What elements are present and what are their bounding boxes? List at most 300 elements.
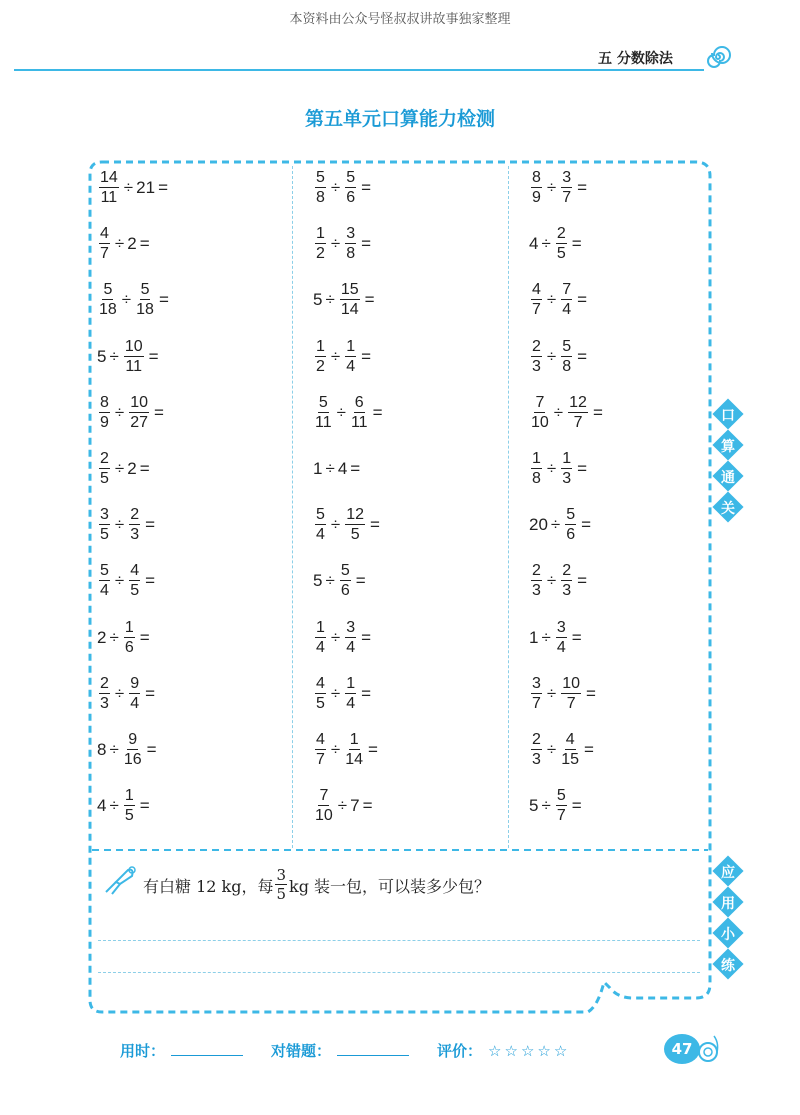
numerator: 3 xyxy=(346,618,356,636)
divide-sign: ÷ xyxy=(109,740,119,759)
rating-stars[interactable]: ☆☆☆☆☆ xyxy=(488,1042,571,1060)
division-problem xyxy=(313,447,363,491)
division-problem xyxy=(97,672,158,716)
numerator: 2 xyxy=(100,450,109,467)
equals-sign: = xyxy=(139,796,150,816)
denominator: 5 xyxy=(124,807,134,825)
numerator: 2 xyxy=(100,674,109,692)
fraction xyxy=(568,395,588,431)
denominator: 15 xyxy=(561,751,580,768)
equals-sign: = xyxy=(350,459,361,478)
equals-sign: = xyxy=(577,571,588,591)
side-tag-char: 通 xyxy=(721,470,735,486)
denominator: 7 xyxy=(562,189,572,206)
divide-sign: ÷ xyxy=(114,515,125,535)
column-separator xyxy=(508,166,509,848)
fraction xyxy=(124,339,144,375)
denominator: 7 xyxy=(532,694,541,712)
fraction xyxy=(561,732,579,768)
word-problem-fraction: $\frac{3}{5}$ xyxy=(276,866,287,903)
numerator: 1 xyxy=(346,337,356,355)
denominator: 7 xyxy=(556,807,566,825)
division-problem xyxy=(313,784,376,828)
fraction xyxy=(561,282,572,318)
denominator: 10 xyxy=(315,807,333,825)
fraction xyxy=(129,507,140,543)
fraction xyxy=(129,395,149,431)
denominator: 8 xyxy=(532,470,541,487)
denominator: 11 xyxy=(125,357,143,375)
numerator: 2 xyxy=(556,225,566,243)
fraction xyxy=(531,732,542,768)
equals-sign: = xyxy=(361,234,372,254)
equals-sign: = xyxy=(145,683,156,703)
numerator: 7 xyxy=(535,393,545,411)
numerator: 1 xyxy=(316,618,325,636)
numerator: 10 xyxy=(562,674,581,692)
division-problem xyxy=(313,559,369,603)
fraction xyxy=(315,788,333,824)
divide-sign: ÷ xyxy=(546,571,557,591)
divide-sign: ÷ xyxy=(330,740,341,759)
equals-sign: = xyxy=(361,346,372,366)
denominator: 4 xyxy=(130,694,140,712)
denominator: 2 xyxy=(316,245,325,263)
divide-sign: ÷ xyxy=(546,178,557,197)
division-problem xyxy=(313,672,374,716)
numerator: 7 xyxy=(562,281,572,299)
denominator: 3 xyxy=(532,751,541,768)
equals-sign: = xyxy=(145,571,156,591)
divide-sign: ÷ xyxy=(114,459,125,478)
equals-sign: = xyxy=(158,178,168,197)
numerator: 2 xyxy=(532,731,541,748)
division-problem xyxy=(313,222,374,266)
denominator: 4 xyxy=(100,582,109,600)
division-problem xyxy=(97,728,160,772)
whole-number: 7 xyxy=(350,796,360,816)
equals-sign: = xyxy=(577,346,588,366)
divide-sign: ÷ xyxy=(325,459,335,478)
trumpet-icon xyxy=(102,864,138,898)
numerator: 4 xyxy=(316,731,325,748)
equals-sign: = xyxy=(145,515,156,535)
time-blank[interactable] xyxy=(171,1055,243,1056)
whole-number: 5 xyxy=(529,796,539,816)
denominator: 18 xyxy=(136,301,154,319)
snail-icon xyxy=(696,1030,722,1064)
numerator: 7 xyxy=(319,787,329,805)
denominator: 18 xyxy=(99,301,117,319)
divide-sign: ÷ xyxy=(546,740,557,759)
fraction xyxy=(561,451,572,487)
denominator: 6 xyxy=(566,526,576,544)
equals-sign: = xyxy=(592,402,603,422)
numerator: 8 xyxy=(100,393,109,411)
divide-sign: ÷ xyxy=(123,178,134,197)
fraction xyxy=(315,170,326,206)
fraction xyxy=(561,563,572,599)
fraction xyxy=(99,563,110,599)
divide-sign: ÷ xyxy=(553,402,564,422)
side-tag-char: 算 xyxy=(721,439,735,455)
fraction xyxy=(315,395,332,431)
whole-number: 2 xyxy=(97,627,107,647)
division-problem xyxy=(97,503,158,547)
fraction xyxy=(531,563,542,599)
denominator: 5 xyxy=(100,470,109,487)
numerator: 9 xyxy=(130,674,140,692)
division-problem xyxy=(529,278,590,322)
divide-sign: ÷ xyxy=(541,627,551,647)
fraction xyxy=(315,620,326,656)
page-title: 第五单元口算能力检测 xyxy=(304,108,495,130)
whole-number: 2 xyxy=(127,234,137,254)
numerator: 9 xyxy=(128,731,138,748)
equals-sign: = xyxy=(584,740,594,759)
division-problem xyxy=(97,222,153,266)
numerator: 4 xyxy=(130,562,140,580)
denominator: 4 xyxy=(346,694,356,712)
denominator: 8 xyxy=(316,189,325,206)
fraction xyxy=(351,395,368,431)
numerator: 1 xyxy=(316,225,325,243)
header-divider xyxy=(14,69,704,71)
divide-sign: ÷ xyxy=(109,346,119,366)
divide-sign: ÷ xyxy=(330,178,341,197)
equals-sign: = xyxy=(577,459,588,478)
fraction xyxy=(556,226,567,262)
whole-number: 1 xyxy=(313,459,323,478)
denominator: 5 xyxy=(350,526,360,544)
numerator: 1 xyxy=(346,674,356,692)
denominator: 11 xyxy=(350,413,368,431)
fraction xyxy=(129,563,140,599)
division-problem xyxy=(313,391,386,435)
numerator: 5 xyxy=(556,787,566,805)
fraction xyxy=(556,788,567,824)
fraction xyxy=(345,226,356,262)
fraction xyxy=(315,676,326,712)
numerator: 12 xyxy=(346,506,365,524)
numerator: 3 xyxy=(532,674,541,692)
fraction xyxy=(99,282,117,318)
whole-number: 20 xyxy=(529,515,548,535)
divide-sign: ÷ xyxy=(109,627,119,647)
fraction xyxy=(340,282,360,318)
divide-sign: ÷ xyxy=(546,290,557,310)
division-problem xyxy=(313,728,381,772)
numerator: 1 xyxy=(316,337,325,355)
divide-sign: ÷ xyxy=(121,290,132,310)
fraction xyxy=(345,676,356,712)
numerator: 5 xyxy=(103,281,113,299)
divide-sign: ÷ xyxy=(541,796,551,816)
numerator: 5 xyxy=(316,506,325,524)
numerator: 5 xyxy=(340,562,350,580)
denominator: 14 xyxy=(345,751,364,768)
denominator: 6 xyxy=(346,189,356,206)
division-problem xyxy=(529,447,590,491)
division-problem xyxy=(97,559,158,603)
division-problem xyxy=(529,166,590,210)
numerator: 4 xyxy=(316,674,325,692)
divide-sign: ÷ xyxy=(114,402,125,422)
side-tag-char: 口 xyxy=(721,408,735,424)
divide-sign: ÷ xyxy=(109,796,119,816)
division-problem xyxy=(97,616,153,660)
equals-sign: = xyxy=(581,515,592,535)
fraction xyxy=(315,507,326,543)
errors-label: 对错题： xyxy=(271,1042,332,1060)
equals-sign: = xyxy=(364,290,375,310)
divide-sign: ÷ xyxy=(330,515,341,535)
denominator: 11 xyxy=(315,413,332,431)
numerator: 1 xyxy=(349,731,359,748)
denominator: 27 xyxy=(130,413,149,431)
denominator: 8 xyxy=(562,357,572,375)
denominator: 5 xyxy=(130,582,140,600)
division-problem xyxy=(529,503,594,547)
denominator: 9 xyxy=(100,413,109,431)
denominator: 5 xyxy=(316,694,325,712)
whole-number: 5 xyxy=(313,290,323,310)
top-note: 本资料由公众号怪叔叔讲故事独家整理 xyxy=(289,12,511,27)
fraction xyxy=(136,282,154,318)
fraction xyxy=(561,339,572,375)
numerator: 1 xyxy=(124,787,134,805)
numerator: 3 xyxy=(346,225,356,243)
equals-sign: = xyxy=(158,290,169,310)
errors-blank[interactable] xyxy=(337,1055,409,1056)
whole-number: 5 xyxy=(313,571,323,591)
fraction xyxy=(531,170,542,206)
whole-number: 21 xyxy=(136,178,156,197)
fraction xyxy=(565,507,576,543)
fraction xyxy=(345,620,356,656)
fraction xyxy=(315,732,326,768)
numerator: 8 xyxy=(532,169,541,186)
fraction xyxy=(561,676,581,712)
fraction xyxy=(99,507,110,543)
side-tag-char: 小 xyxy=(721,927,735,943)
numerator: 5 xyxy=(566,506,576,524)
numerator: 1 xyxy=(124,618,134,636)
denominator: 3 xyxy=(130,526,140,544)
fraction xyxy=(531,451,542,487)
fraction xyxy=(345,507,365,543)
denominator: 11 xyxy=(100,189,118,206)
division-problem xyxy=(529,784,585,828)
fraction xyxy=(531,339,542,375)
whole-number: 4 xyxy=(97,796,107,816)
division-problem xyxy=(97,391,167,435)
divide-sign: ÷ xyxy=(330,627,341,647)
denominator: 7 xyxy=(566,694,576,712)
divide-sign: ÷ xyxy=(336,402,346,422)
numerator: 3 xyxy=(556,618,566,636)
side-tag-char: 用 xyxy=(721,896,735,912)
division-problem xyxy=(529,391,606,435)
footer xyxy=(120,1040,570,1061)
fraction xyxy=(124,620,135,656)
equals-sign: = xyxy=(586,683,596,703)
fraction xyxy=(531,676,542,712)
division-problem xyxy=(313,278,378,322)
division-problem xyxy=(529,335,590,379)
numerator: 1 xyxy=(562,450,572,467)
denominator: 3 xyxy=(532,582,541,600)
denominator: 14 xyxy=(340,301,359,319)
numerator: 12 xyxy=(569,393,587,411)
denominator: 7 xyxy=(532,301,541,319)
denominator: 6 xyxy=(340,582,350,600)
fraction xyxy=(99,170,119,206)
whole-number: 4 xyxy=(337,459,348,478)
equals-sign: = xyxy=(361,683,372,703)
denominator: 8 xyxy=(346,245,356,263)
numerator: 2 xyxy=(532,337,541,355)
equals-sign: = xyxy=(577,178,588,197)
division-problem xyxy=(313,335,374,379)
denominator: 9 xyxy=(532,189,541,206)
division-problem xyxy=(529,672,599,716)
denominator: 2 xyxy=(316,357,325,375)
whole-number: 4 xyxy=(529,234,539,254)
division-problem xyxy=(97,784,153,828)
divide-sign: ÷ xyxy=(337,796,348,816)
equals-sign: = xyxy=(139,234,150,254)
numerator: 5 xyxy=(562,337,572,355)
division-problem xyxy=(313,166,374,210)
denominator: 3 xyxy=(562,470,572,487)
denominator: 3 xyxy=(562,582,572,600)
fraction xyxy=(561,170,572,206)
denominator: 5 xyxy=(556,245,566,263)
whole-number: 8 xyxy=(97,740,107,759)
equals-sign: = xyxy=(571,796,582,816)
divide-sign: ÷ xyxy=(541,234,551,254)
numerator: 3 xyxy=(100,506,109,524)
side-tag-char: 应 xyxy=(721,865,735,881)
division-problem xyxy=(97,447,153,491)
denominator: 4 xyxy=(316,638,325,656)
fraction xyxy=(124,788,135,824)
numerator: 10 xyxy=(130,393,149,411)
fraction xyxy=(345,732,363,768)
division-problem xyxy=(97,335,162,379)
denominator: 4 xyxy=(346,357,356,375)
denominator: 4 xyxy=(346,638,356,656)
denominator: 10 xyxy=(531,413,549,431)
answer-line[interactable] xyxy=(98,940,700,941)
fraction xyxy=(340,563,351,599)
numerator: 5 xyxy=(100,562,109,580)
equals-sign: = xyxy=(362,796,373,816)
denominator: 3 xyxy=(532,357,541,375)
equals-sign: = xyxy=(355,571,366,591)
equals-sign: = xyxy=(361,178,372,197)
page-number: 47 xyxy=(664,1034,700,1064)
answer-line[interactable] xyxy=(98,972,700,973)
fraction xyxy=(99,451,110,487)
fraction xyxy=(99,395,110,431)
divide-sign: ÷ xyxy=(325,290,335,310)
equals-sign: = xyxy=(370,515,380,535)
divide-sign: ÷ xyxy=(114,234,125,254)
equals-sign: = xyxy=(148,346,159,366)
numerator: 6 xyxy=(354,393,364,411)
divide-sign: ÷ xyxy=(546,459,557,478)
numerator: 1 xyxy=(532,450,541,467)
division-problem xyxy=(529,728,597,772)
divide-sign: ÷ xyxy=(330,346,341,366)
numerator: 5 xyxy=(316,169,325,186)
equals-sign: = xyxy=(577,290,588,310)
numerator: 15 xyxy=(340,281,359,299)
division-problem xyxy=(97,278,172,322)
equals-sign: = xyxy=(154,402,164,422)
divide-sign: ÷ xyxy=(550,515,561,535)
denominator: 16 xyxy=(123,751,142,768)
equals-sign: = xyxy=(571,627,582,647)
word-problem xyxy=(143,868,490,902)
denominator: 7 xyxy=(100,245,109,263)
numerator: 4 xyxy=(532,281,541,299)
column-separator xyxy=(292,166,293,848)
denominator: 7 xyxy=(316,751,325,768)
spiral-icon xyxy=(705,44,731,70)
denominator: 4 xyxy=(316,526,325,544)
equals-sign: = xyxy=(146,740,157,759)
division-problem xyxy=(529,616,585,660)
fraction xyxy=(345,170,356,206)
fraction xyxy=(315,226,326,262)
divide-sign: ÷ xyxy=(114,683,125,703)
numerator: 2 xyxy=(532,562,541,580)
division-problem xyxy=(313,616,374,660)
numerator: 5 xyxy=(346,169,356,186)
divide-sign: ÷ xyxy=(546,683,557,703)
equals-sign: = xyxy=(139,627,150,647)
division-problem xyxy=(529,222,585,266)
divide-sign: ÷ xyxy=(114,571,125,591)
denominator: 7 xyxy=(573,413,583,431)
side-tag-char: 练 xyxy=(721,958,735,974)
divide-sign: ÷ xyxy=(330,234,341,254)
denominator: 5 xyxy=(100,526,109,544)
divide-sign: ÷ xyxy=(546,346,557,366)
equals-sign: = xyxy=(368,740,378,759)
word-problem-text-before: 有白糖 12 kg，每 xyxy=(143,876,274,896)
side-tag-char: 关 xyxy=(721,501,735,517)
division-problem xyxy=(97,166,171,210)
equals-sign: = xyxy=(361,627,372,647)
whole-number: 2 xyxy=(127,459,137,478)
time-label: 用时： xyxy=(120,1042,166,1060)
equals-sign: = xyxy=(571,234,582,254)
whole-number: 5 xyxy=(97,346,107,366)
division-problem xyxy=(529,559,590,603)
denominator: 6 xyxy=(124,638,134,656)
numerator: 2 xyxy=(130,506,140,524)
denominator: 4 xyxy=(562,301,572,319)
numerator: 4 xyxy=(565,731,575,748)
divide-sign: ÷ xyxy=(325,571,335,591)
division-problem xyxy=(313,503,383,547)
fraction xyxy=(124,732,142,768)
numerator: 5 xyxy=(140,281,150,299)
